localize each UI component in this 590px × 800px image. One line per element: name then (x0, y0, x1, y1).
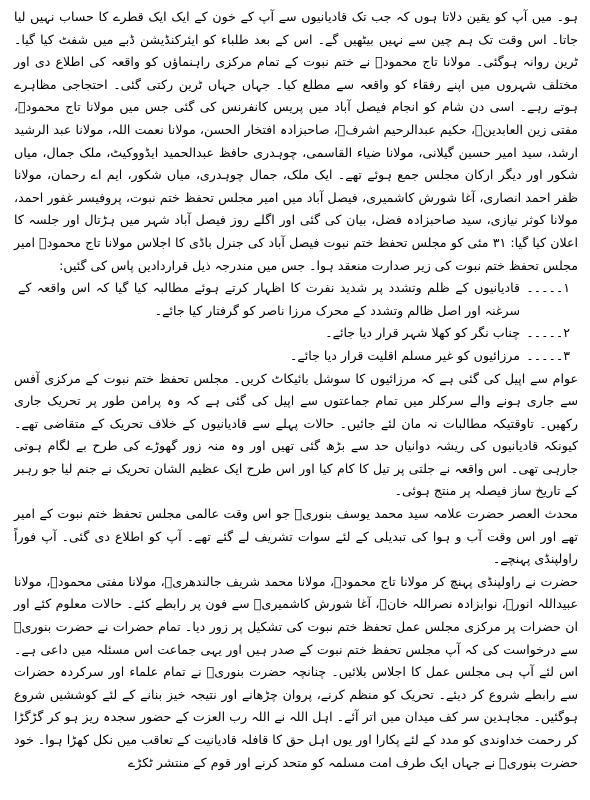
resolution-number: ۱۔۔۔۔۔ (526, 280, 570, 296)
resolutions-list (14, 277, 578, 367)
resolution-item (14, 322, 578, 345)
resolution-number: ۳۔۔۔۔۔ (526, 347, 570, 363)
paragraph-1: ہو۔ میں آپ کو یقین دلاتا ہوں کہ جب تک قادیانیوں سے آپ کے خون کے ایک ایک قطرے کا حساب نہیں لیا جاتا۔ اس وقت تک ہم چین سے نہیں بیٹھیں گے۔ اس کے بعد طلباء کو ایئرکنڈیشن ڈبے میں شفٹ کیا گیا۔ ٹرین روانہ ہوگئی۔ مولانا تاج محمودؒ نے ختم نبوت کے تمام مرکزی راہنماؤں کو واقعہ کی اطلاع دی اور مختلف شہروں میں اپنے رفقاء کو واقعہ سے مطلع کیا۔ جہاں جہاں ٹرین رکتی گئی۔ احتجاجی مظاہرے ہوتے رہے۔ اسی دن شام کو انجام فیصل آباد میں پریس کانفرنس کی گئی جس میں مولانا تاج محمودؒ، مفتی زین العابدینؒ، حکیم عبدالرحیم اشرفؒ، صاحبزادہ افتخار الحسن، مولانا نعمت اللہ، مولانا عبد الرشید ارشد، سید امیر حسین گیلانی، مولانا ضیاء القاسمی، چوہدری حافظ عبدالحمید ایڈووکیٹ، ملک جمال، میاں شکور اور دیگر ارکان مجلس جمع ہوئے تھے۔ ایک ملک، جمال چوہدری، میاں شکور، ایم اے رحمان، مولانا ظفر احمد انصاری، آغا شورش کاشمیری، فیصل آباد میں امیر مجلس تحفظ ختم نبوت، پروفیسر غفور احمد، مولانا کوثر نیازی، سید صاحبزادہ فضل، بیان کی گئی اور اگلے روز فیصل آباد شہر میں ہڑتال اور جلسہ کا اعلان کیا گیا: ۳۱ مئی کو مجلس تحفظ ختم نبوت فیصل آباد کی جنرل باڈی کا اجلاس مولانا تاج محمودؒ امیر مجلس تحفظ ختم نبوت کی زیر صدارت منعقد ہوا۔ جس میں مندرجہ ذیل قراردادیں پاس کی گئیں: (14, 9, 578, 273)
resolution-number: ۲۔۔۔۔۔ (526, 325, 570, 341)
resolution-item (14, 277, 578, 322)
resolution-item (14, 345, 578, 368)
resolution-text: مرزائیوں کو غیر مسلم اقلیت قرار دیا جائے۔ (290, 347, 520, 363)
resolution-text: چناب نگر کو کھلا شہر قرار دیا جائے۔ (325, 325, 520, 341)
paragraph-3: محدث العصر حضرت علامہ سید محمد یوسف بنوریؒ جو اس وقت عالمی مجلس تحفظ ختم نبوت کے امیر تھے اور اس وقت آب و ہوا کی تبدیلی کے لئے سوات تشریف لے گئے تھے۔ آپ کو اطلاع دی گئی۔ آپ فوراً راولپنڈی پہنچے۔ (14, 506, 578, 567)
paragraph-2: عوام سے اپیل کی گئی ہے کہ مرزائیوں کا سوشل بائیکاٹ کریں۔ مجلس تحفظ ختم نبوت کے مرکزی آفس سے جاری ہونے والے سرکلر میں تمام جماعتوں سے اپیل کی گئی ہے کہ وہ پرامن طور پر تحریک جاری رکھیں۔ تاوقتیکہ مطالبات نہ مان لئے جائیں۔ حالات پہلے سے قادیانیوں کے خلاف تحریک کے متقاضی تھے۔ کیونکہ قادیانیوں کی ریشہ دوانیاں حد سے بڑھ گئی تھیں اور وہ منہ زور گھوڑے کی طرح بے لگام ہوتی جارہی تھی۔ اس واقعہ نے جلتی پر تیل کا کام کیا اور اس طرح ایک عظیم الشان تحریک نے جنم لیا جو رہبر کے تاریخ ساز فیصلہ پر منتج ہوئی۔ (14, 370, 578, 499)
resolution-text: قادیانیوں کے ظلم وتشدد پر شدید نفرت کا اظہار کرتے ہوئے مطالبہ کیا گیا کہ اس واقعہ کے سرغنہ اور اصل ظالم وتشدد کے محرک مرزا ناصر کو گرفتار کیا جائے۔ (18, 280, 520, 318)
paragraph-4: حضرت نے راولپنڈی پہنچ کر مولانا تاج محمودؒ، مولانا محمد شریف جالندھریؒ، مولانا مفتی محمودؒ، مولانا عبیداللہ انورؒ، نوابزادہ نصراللہ خانؒ، آغا شورش کاشمیریؒ سے فون پر رابطے کئے۔ حالات معلوم کئے اور ان حضرات پر مرکزی مجلس عمل تحفظ ختم نبوت کی تشکیل پر زور دیا۔ تمام حضرات نے حضرت بنوریؒ سے درخواست کی کہ آپ مجلس تحفظ ختم نبوت کے صدر ہیں اور یہی جماعت اس مسئلہ میں داعی ہے۔ اس لئے آپ ہی مجلس عمل کا اجلاس بلائیں۔ چنانچہ حضرت بنوریؒ نے تمام علماء اور سرکردہ حضرات سے رابطے شروع کر دیئے۔ تحریک کو منظم کرنے، پروان چڑھانے اور نتیجہ خیز بنانے کے لئے کوششیں شروع ہوگئیں۔ مجاہدین سر کف میدان میں اتر آئے۔ اہل اللہ نے اللہ رب العزت کے حضور سجدہ ریز ہو کر گڑگڑا کر رحمت خداوندی کو مدد کے لئے پکارا اور یوں اہل حق کا قافلہ قادیانیت کے تعاقب میں نکل کھڑا ہوا۔ خود حضرت بنوریؒ نے جہاں ایک طرف امت مسلمہ کو متحد کرنے اور قوم کے منتشر ٹکڑے (14, 573, 578, 770)
